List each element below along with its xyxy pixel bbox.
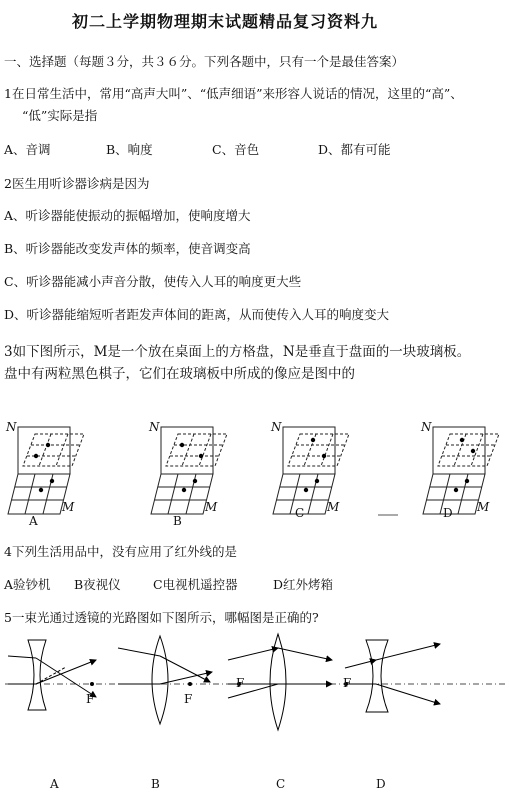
q4-option-a: A验钞机 [4,577,51,592]
q1-stem-line1: 1在日常生活中，常用“高声大叫”、“低声细语”来形容人说话的情况，这里的“高”、 [4,86,463,101]
q4-option-c: C电视机遥控器 [153,577,238,592]
q1-stem-line2: “低”实际是指 [22,108,98,123]
q3-stem-line1: 3如下图所示，M是一个放在桌面上的方格盘，N是垂直于盘面的一块玻璃板。 [4,344,471,360]
q4-stem: 4下列生活用品中，没有应用了红外线的是 [4,544,237,559]
q5-label-a: A [50,777,59,791]
q1-option-a: A、音调 [4,142,51,157]
q2-option-a: A、听诊器能使振动的振幅增加，使响度增大 [4,208,251,223]
q3-label-d: D [443,506,453,520]
q2-option-b: B、听诊器能改变发声体的频率，使音调变高 [4,241,251,256]
q5-label-c: C [276,777,286,791]
q1-option-c: C、音色 [212,142,260,157]
q5-diagram-d [345,640,440,712]
q3-m-label-c: M [327,500,340,514]
q5-label-b: B [151,777,160,791]
q3-m-label-a: M [62,500,75,514]
q3-n-label-b: N [149,420,160,434]
q3-stem-line2: 盘中有两粒黑色棋子，它们在玻璃板中所成的像应是图中的 [4,366,355,382]
q4-option-b: B夜视仪 [74,577,121,592]
q4-option-d: D红外烤箱 [273,577,334,592]
q3-n-label-a: N [6,420,17,434]
q5-focus-d: F [343,676,352,690]
q3-n-label-c: N [271,420,282,434]
q3-label-c: C [295,506,305,520]
q5-focus-b: F [184,692,193,706]
q5-diagram-a [8,640,96,710]
q2-option-c: C、听诊器能减小声音分散，使传入人耳的响度更大些 [4,274,302,289]
section-heading: 一、选择题（每题３分，共３６分。下列各题中，只有一个是最佳答案） [4,54,405,69]
page-title: 初二上学期物理期末试题精品复习资料九 [72,12,379,31]
q1-option-b: B、响度 [106,142,153,157]
q3-m-label-d: M [477,500,490,514]
q3-label-a: A [29,514,38,528]
q5-stem: 5一束光通过透镜的光路图如下图所示，哪幅图是正确的? [4,610,319,625]
q5-focus-a: F [86,692,95,706]
q1-option-d: D、都有可能 [318,142,391,157]
q5-label-d: D [376,777,386,791]
q3-n-label-d: N [421,420,432,434]
q3-label-b: B [173,514,182,528]
q5-focus-c: F [236,676,245,690]
q3-m-label-b: M [205,500,218,514]
q2-option-d: D、听诊器能缩短听者距发声体间的距离，从而使传入人耳的响度变大 [4,307,390,322]
q2-stem: 2医生用听诊器诊病是因为 [4,176,150,191]
q5-diagram-b [118,636,212,724]
